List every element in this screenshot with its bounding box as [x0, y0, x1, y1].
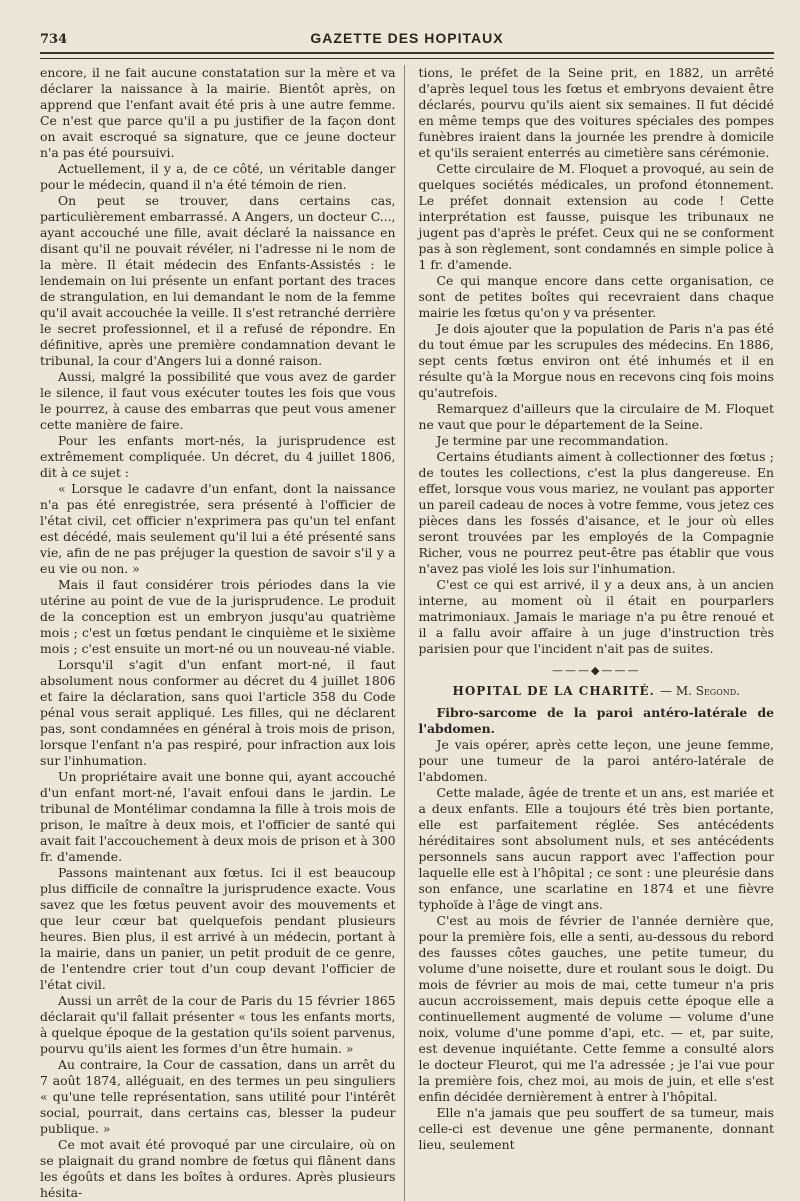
section-divider: ———◆——— — [552, 664, 641, 677]
journal-title: GAZETTE DES HOPITAUX — [310, 30, 504, 46]
page-number: 734 — [40, 32, 68, 47]
right-column — [419, 65, 775, 1201]
paragraph: Un propriétaire avait une bonne qui, ayant accouché d'un enfant mort-né, l'avait enfoui dans le jardin. Le tribunal de Montélimar condamna la fille à trois mois de prison, le maître à deux mois, et l'officier de santé qui avait fait l'accouchement à deux mois de prison et à 300 fr. d'amende. — [40, 769, 396, 864]
paragraph: Ce qui manque encore dans cette organisation, ce sont de petites boîtes qui recevraient dans chaque mairie les fœtus qu'on y va présenter. — [418, 273, 774, 320]
paragraph: Actuellement, il y a, de ce côté, un véritable danger pour le médecin, quand il n'a été témoin de rien. — [40, 161, 396, 192]
paragraph: Aussi, malgré la possibilité que vous avez de garder le silence, il faut vous exécuter toutes les fois que vous le pourrez, à cause des embarras que peut vous amener cette manière de faire. — [40, 369, 396, 432]
paragraph: Ce mot avait été provoqué par une circulaire, où on se plaignait du grand nombre de fœtus qui flânent dans les égoûts et dans les boîtes à ordures. Après plusieurs hésita- — [40, 1137, 396, 1200]
header-rule — [40, 58, 774, 59]
paragraph: Passons maintenant aux fœtus. Ici il est beaucoup plus difficile de connaître la jurisprudence exacte. Vous savez que les fœtus peuvent avoir des mouvements et que leur cœur bat quelquefois pendant plusieurs heures. Bien plus, il est arrivé à un médecin, portant à la mairie, dans un panier, un petit produit de ce genre, de l'entendre crier tout d'un coup devant l'officier de l'état civil. — [40, 865, 396, 992]
paragraph: Lorsqu'il s'agit d'un enfant mort-né, il faut absolument nous conformer au décret du 4 juillet 1806 et faire la déclaration, sans quoi l'article 358 du Code pénal vous serait appliqué. Les filles, qui ne déclarent pas, sont condamnées en général à trois mois de prison, lorsque l'enfant n'a pas respiré, pour infraction aux lois sur l'inhumation. — [40, 657, 396, 768]
paragraph: tions, le préfet de la Seine prit, en 1882, un arrêté d'après lequel tous les fœtus et embryons devaient être déclarés, pourvu qu'ils aient six semaines. Il fut décidé en même temps que des voitures spéciales des pompes funèbres iraient dans la journée les prendre à domicile et qu'ils seraient enterrés au cimetière sans cérémonie. — [418, 65, 774, 160]
paragraph: C'est ce qui est arrivé, il y a deux ans, à un ancien interne, au moment où il était en pourparlers matrimoniaux. Jamais le mariage n'a pu être renoué et il a fallu avoir affaire à un juge d'instruction très parisien pour que l'incident n'ait pas de suites. — [418, 577, 774, 656]
paragraph: encore, il ne fait aucune constatation sur la mère et va déclarer la naissance à la mairie. Bientôt après, on apprend que l'enfant avait été pris à une autre femme. Ce n'est que parce qu'il a pu justifier de la façon dont on avait escroqué sa signature, que ce jeune docteur n'a pas été poursuivi. — [40, 65, 396, 160]
article-columns — [40, 65, 774, 1201]
paragraph: Certains étudiants aiment à collectionner des fœtus ; de toutes les collections, c'est la plus dangereuse. En effet, lorsque vous vous mariez, ne voulant pas apporter un pareil cadeau de noces à votre femme, vous jetez ces pièces dans les fossés d'aisance, et le jour où elles seront trouvées par les employés de la Compagnie Richer, vous ne pourrez peut-être pas établir que vous n'avez pas violé les lois sur l'inhumation. — [418, 449, 774, 576]
paragraph: Je termine par une recommandation. — [436, 433, 669, 448]
paragraph: On peut se trouver, dans certains cas, particulièrement embarrassé. A Angers, un docteur C..., ayant accouché une fille, avait déclaré la naissance en disant qu'il ne pouvait révéler, ni l'adresse ni le nom de la mère. Il était médecin des Enfants-Assistés : le lendemain on lui présente un enfant portant des traces de strangulation, en lui demandant le nom de la femme qu'il avait accouchée la veille. Il s'est retranché derrière le secret professionnel, et il a refusé de répondre. En définitive, après une première condamnation devant le tribunal, la cour d'Angers lui a donné raison. — [40, 193, 396, 368]
section-title: HOPITAL DE LA CHARITÉ. — [452, 684, 655, 698]
page-header — [40, 30, 774, 54]
paragraph: Pour les enfants mort-nés, la jurisprudence est extrêmement compliquée. Un décret, du 4 juillet 1806, dit à ce sujet : — [40, 433, 396, 480]
paragraph: Mais il faut considérer trois périodes dans la vie utérine au point de vue de la jurisprudence. Le produit de la conception est un embryon jusqu'au quatrième mois ; c'est un fœtus pendant le cinquième et le sixième mois ; c'est ensuite un mort-né ou un nouveau-né viable. — [40, 577, 396, 656]
paragraph: Au contraire, la Cour de cassation, dans un arrêt du 7 août 1874, alléguait, en des termes un peu singuliers « qu'une telle représentation, sans utilité pour l'intérêt social, pourrait, dans certains cas, blesser la pudeur publique. » — [40, 1057, 396, 1136]
paragraph: « Lorsque le cadavre d'un enfant, dont la naissance n'a pas été enregistrée, sera présenté à l'officier de l'état civil, cet officier n'exprimera pas qu'un tel enfant est décédé, mais seulement qu'il lui a été présenté sans vie, afin de ne pas préjuger la question de savoir s'il y a eu vie ou non. » — [40, 481, 396, 576]
paragraph: Remarquez d'ailleurs que la circulaire de M. Floquet ne vaut que pour le département de la Seine. — [418, 401, 774, 432]
paragraph: C'est au mois de février de l'année dernière que, pour la première fois, elle a senti, au-dessous du rebord des fausses côtes gauches, une petite tumeur, du volume d'une noisette, dure et roulant sous le doigt. Du mois de février au mois de mai, cette tumeur n'a pris aucun accroissement, mais depuis cette époque elle a continuellement augmenté de volume — volume d'une noix, volume d'une pomme d'api, etc. — et, par suite, est devenue inquiétante. Cette femme a consulté alors le docteur Fleurot, qui me l'a adressée ; je l'ai vue pour la première fois, chez moi, au mois de juin, et elle s'est enfin décidée dernièrement à entrer à l'hôpital. — [418, 913, 774, 1104]
section-author: — M. Segond. — [660, 684, 740, 698]
article-subheading: Fibro-sarcome de la paroi antéro-latérale de l'abdomen. — [418, 705, 774, 736]
paragraph: Cette malade, âgée de trente et un ans, est mariée et a deux enfants. Elle a toujours été très bien portante, elle est parfaitement réglée. Ses antécédents héréditaires sont absolument nuls, et ses antécédents personnels sans aucun rapport avec l'affection pour laquelle elle est à l'hôpital ; ce sont : une pleurésie dans son enfance, une scarlatine en 1874 et une fièvre typhoïde à l'âge de vingt ans. — [418, 785, 774, 912]
paragraph: Cette circulaire de M. Floquet a provoqué, au sein de quelques sociétés médicales, un profond étonnement. Le préfet donnait extension au code ! Cette interprétation est fausse, puisque les tribunaux ne jugent pas d'après le préfet. Ceux qui ne se conforment pas à son règlement, sont condamnés en simple police à 1 fr. d'amende. — [418, 161, 774, 272]
section-heading — [419, 683, 775, 699]
paragraph: Elle n'a jamais que peu souffert de sa tumeur, mais celle-ci est devenue une gêne permanente, donnant lieu, seulement — [418, 1105, 774, 1152]
paragraph: Je vais opérer, après cette leçon, une jeune femme, pour une tumeur de la paroi antéro-latérale de l'abdomen. — [418, 737, 774, 784]
paragraph: Aussi un arrêt de la cour de Paris du 15 février 1865 déclarait qu'il fallait présenter « tous les enfants morts, à quelque époque de la gestation qu'ils soient parvenus, pourvu qu'ils aient les formes d'un être humain. » — [40, 993, 396, 1056]
left-column — [40, 65, 405, 1201]
paragraph: Je dois ajouter que la population de Paris n'a pas été du tout émue par les scrupules des médecins. En 1886, sept cents fœtus environ ont été inhumés et il en résulte qu'à la Morgue nous en recevons cinq fois moins qu'autrefois. — [418, 321, 774, 400]
